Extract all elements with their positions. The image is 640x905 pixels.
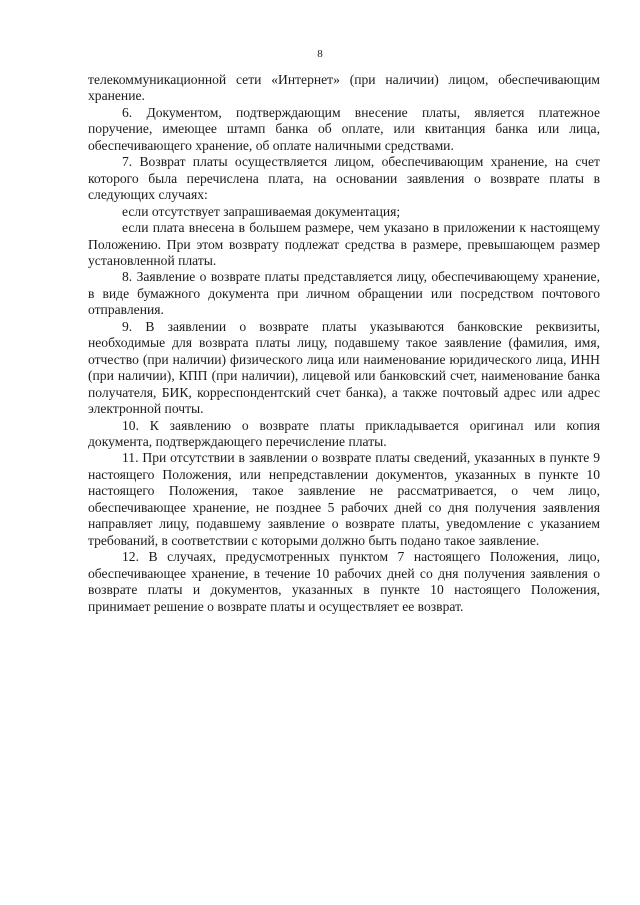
- paragraph-7-case-2: если плата внесена в большем размере, чем указано в приложении к настоящему Положению. При этом возврату подлежат средства в размере, превышающем размер установленной платы.: [88, 220, 600, 268]
- paragraph-6: 6. Документом, подтверждающим внесение платы, является платежное поручение, имеющее штамп банка об оплате, или квитанция банка или лица, обеспечивающего хранение, об оплате наличными средствами.: [88, 104, 600, 153]
- paragraph-7: 7. Возврат платы осуществляется лицом, обеспечивающим хранение, на счет которого была перечислена плата, на основании заявления о возврате платы в следующих случаях:: [88, 154, 600, 203]
- paragraph-8: 8. Заявление о возврате платы представляется лицу, обеспечивающему хранение, в виде бумажного документа при личном обращении или посредством почтового отправления.: [88, 269, 600, 318]
- page-number: 8: [317, 48, 323, 60]
- document-body: [88, 72, 600, 615]
- paragraph-7-case-1: если отсутствует запрашиваемая документация;: [122, 203, 401, 219]
- paragraph-10: 10. К заявлению о возврате платы прикладывается оригинал или копия документа, подтверждающего перечисление платы.: [88, 417, 600, 449]
- paragraph-12: 12. В случаях, предусмотренных пунктом 7 настоящего Положения, лицо, обеспечивающее хранение, в течение 10 рабочих дней со дня получения заявления о возврате платы и документов, указанных в пункте 10 настоящего Положения, принимает решение о возврате платы и осуществляет ее возврат.: [88, 549, 600, 614]
- paragraph-11: 11. При отсутствии в заявлении о возврате платы сведений, указанных в пункте 9 настоящего Положения, или непредставлении документов, указанных в пункте 10 настоящего Положения, такое заявление не рассматривается, о чем лицо, обеспечивающее хранение, не позднее 5 рабочих дней со дня получения заявления направляет лицу, подавшему заявление о возврате платы, уведомление с указанием требований, в соответствии с которыми должно быть подано такое заявление.: [88, 450, 600, 548]
- paragraph-9: 9. В заявлении о возврате платы указываются банковские реквизиты, необходимые для возврата платы лицу, подавшему такое заявление (фамилия, имя, отчество (при наличии) физического лица или наименование юридического лица, ИНН (при наличии), КПП (при наличии), лицевой или банковский счет, наименование банка получателя, БИК, корреспондентский счет банка), а также почтовый адрес или адрес электронной почты.: [88, 318, 600, 417]
- paragraph-continuation: телекоммуникационной сети «Интернет» (при наличии) лицом, обеспечивающим хранение.: [88, 72, 600, 104]
